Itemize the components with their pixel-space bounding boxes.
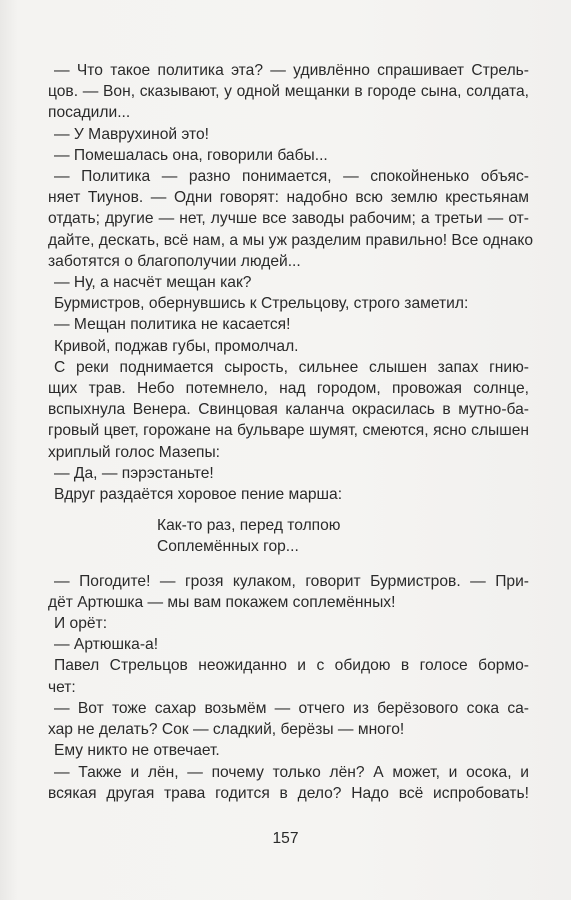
text-line: — Да, — пэрэстаньте! [54,464,214,482]
text-line: — Политика — разно понимается, — спокойненько объяс- [54,168,529,186]
paragraph [48,293,529,314]
paragraph [48,762,529,804]
text-line: — Что такое политика эта? — удивлённо спрашивает Стрель- [54,62,529,79]
text-line: хар не делать? Сок — сладкий, берёзы — много! [48,721,405,739]
text-line: — У Маврухиной это! [54,125,210,143]
text-line: заботятся о благополучии людей... [48,252,301,270]
text-line: — Вот тоже сахар возьмём — отчего из берёзового сока са- [54,699,529,717]
text-line: Ему никто не отвечает. [54,742,220,760]
text-line: — Помешалась она, говорили бабы... [54,146,328,164]
paragraph [48,166,533,272]
paragraph [48,314,529,335]
paragraph [48,60,529,124]
paragraph [48,698,529,740]
text-line: няет Тиунов. — Одни говорят: надобно всю землю крестьянам [48,189,529,207]
paragraph [48,571,529,613]
paragraph [48,655,529,697]
page-number: 157 [272,830,299,847]
paragraph [48,634,529,655]
text-line: посадили... [48,104,131,122]
text-line: цов. — Вон, сказывают, у одной мещанки в городе сына, солдата, [48,83,529,101]
paragraph [48,124,529,145]
text-line: — Мещан политика не касается! [54,316,291,334]
verse-line: Как-то раз, перед толпою [157,517,341,535]
text-line: — Ну, а насчёт мещан как? [54,274,252,292]
text-line: — Погодите! — грозя кулаком, говорит Бурмистров. — При- [54,572,529,590]
text-line: щих трав. Небо потемнело, над городом, провожая солнце, [48,380,529,398]
paragraph [48,336,529,357]
verse-block [48,515,529,557]
text-line: С реки поднимается сырость, сильнее слышен запах гнию- [54,358,529,376]
text-line: Павел Стрельцов неожиданно и с обидою в голосе бормо- [54,657,529,675]
text-line: Бурмистров, обернувшись к Стрельцову, строго заметил: [54,295,469,313]
text-line: Кривой, поджав губы, промолчал. [54,337,299,355]
text-line: отдать; другие — нет, лучше все заводы рабочим; а третьи — от- [48,210,529,228]
text-line: чет: [48,678,76,696]
paragraph [48,613,529,634]
paragraph [48,740,529,761]
text-line: хриплый голос Мазепы: [48,443,221,461]
paragraph [48,357,529,463]
text-line: дёт Артюшка — мы вам покажем соплемённых! [48,593,396,611]
text-line: — Артюшка-а! [54,636,159,654]
text-line: гровый цвет, горожане на бульваре шумят, смеются, ясно слышен [48,422,529,440]
text-line: И орёт: [54,615,108,633]
text-line: Вдруг раздаётся хоровое пение марша: [54,486,343,504]
text-line: дайте, дескать, всё нам, а мы уж разделим правильно! Все однако [48,231,533,249]
page-text [48,60,533,804]
paragraph [48,484,529,505]
paragraph [48,463,529,484]
paragraph [48,272,529,293]
text-line: вспыхнула Венера. Свинцовая каланча окрасилась в мутно-ба- [48,401,529,419]
text-line: всякая другая трава годится в дело? Надо всё испробовать! [48,784,529,802]
paragraph [48,145,529,166]
text-line: — Также и лён, — почему только лён? А может, и осока, и [54,763,529,781]
verse-line: Соплемённых гор... [157,538,299,556]
